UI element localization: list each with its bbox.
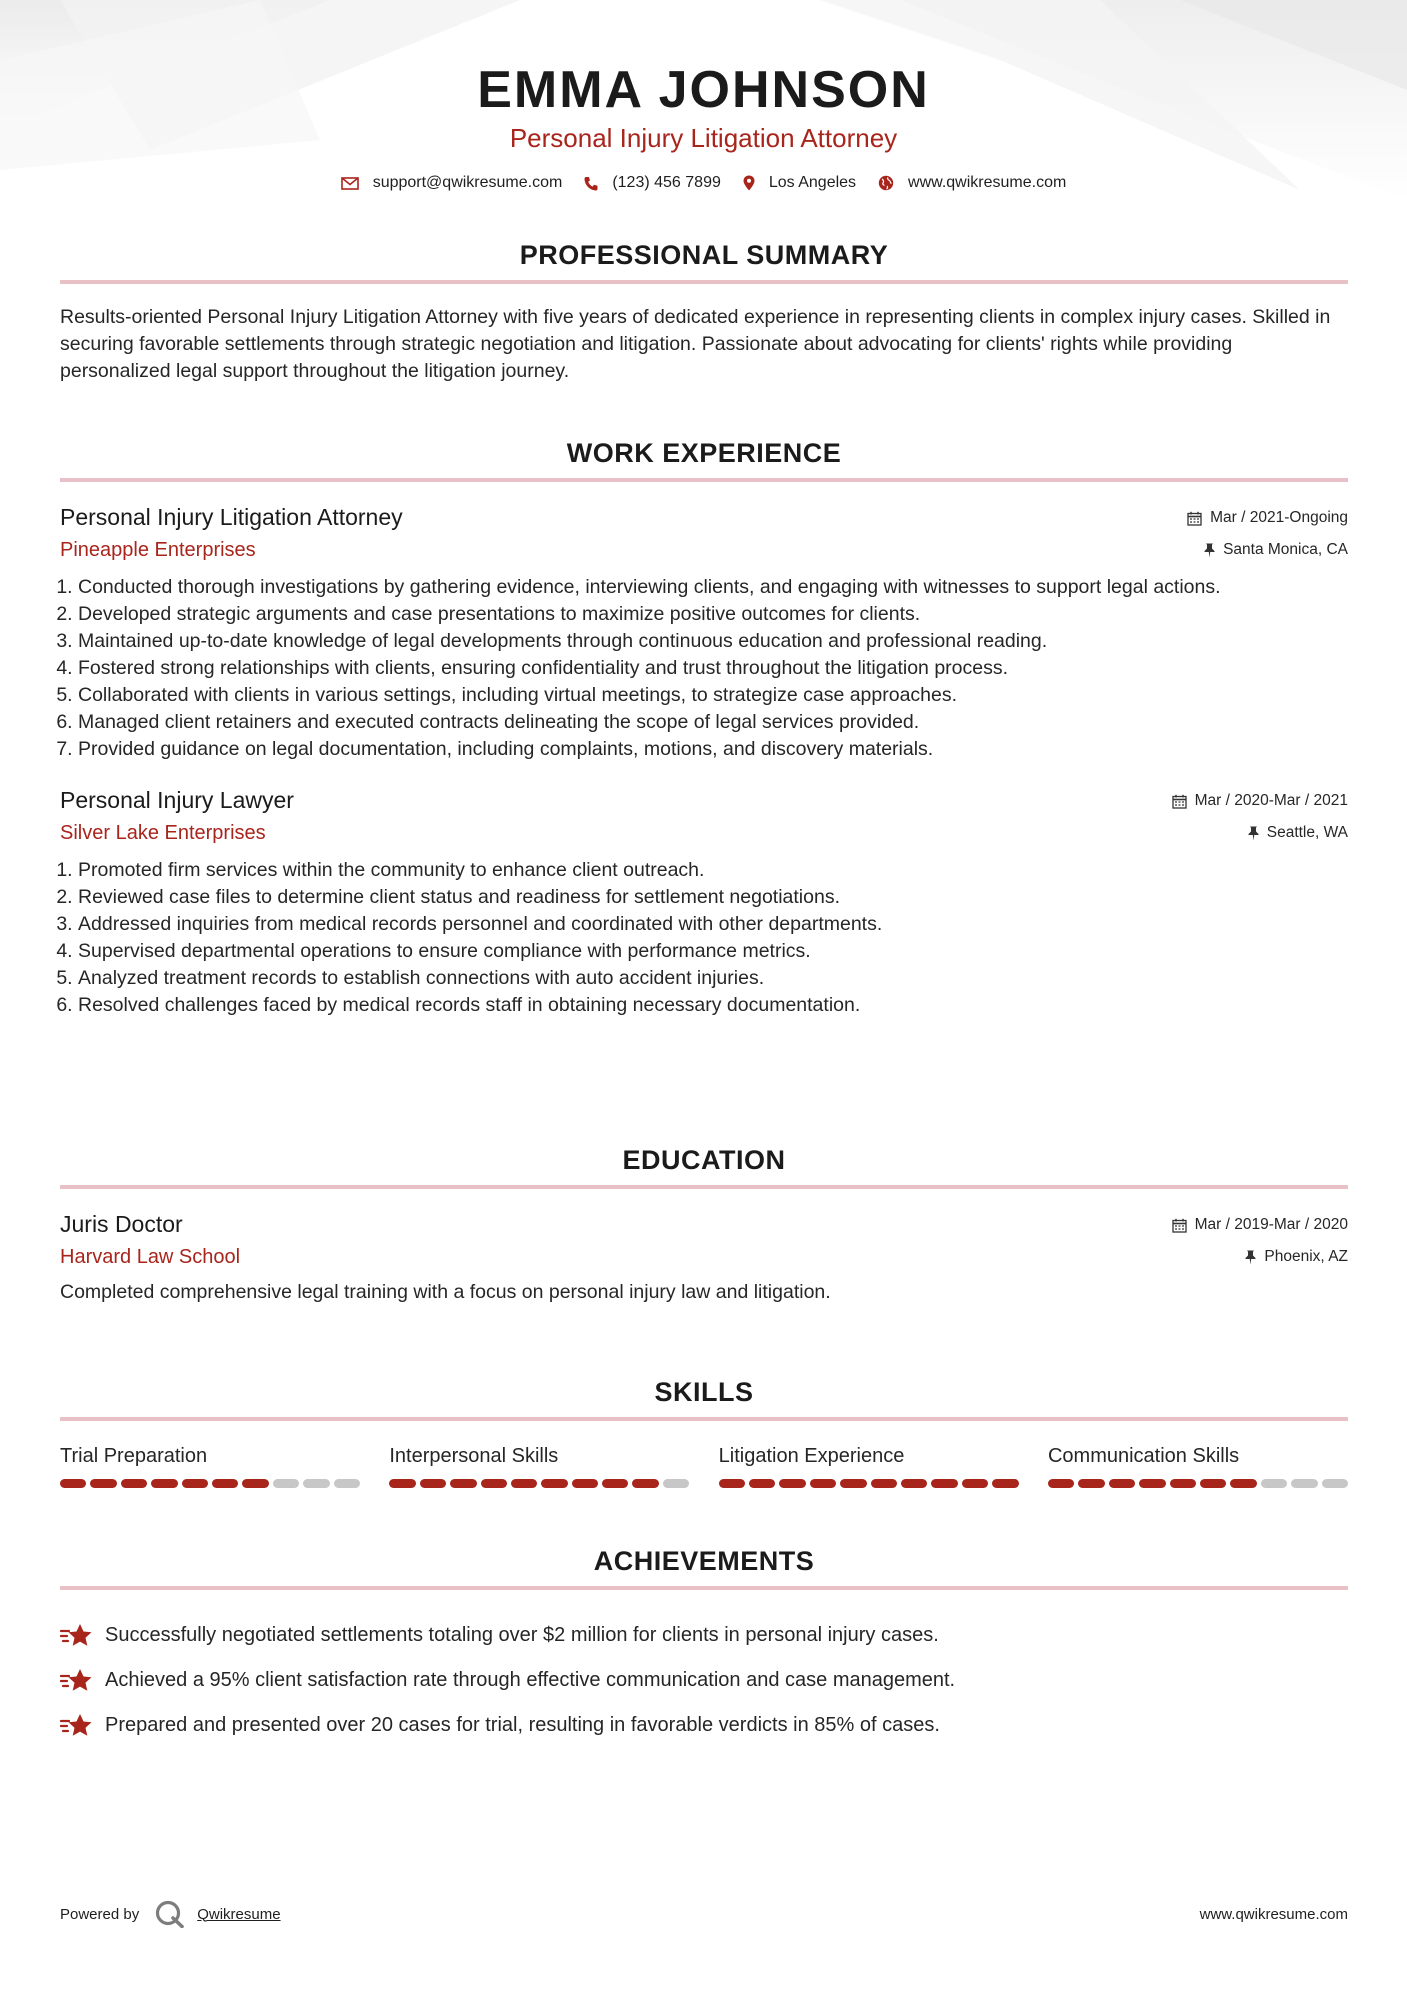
contact-bar — [0, 174, 1407, 192]
skill-segment-filled — [481, 1479, 507, 1488]
skill-segment-filled — [389, 1479, 415, 1488]
skill-segment-filled — [632, 1479, 658, 1488]
resume-header — [0, 0, 1407, 192]
job-dates-text: Mar / 2020-Mar / 2021 — [1194, 792, 1348, 809]
duty-item: 3. Maintained up-to-date knowledge of legal developments through continuous education and professional reading. — [78, 628, 1348, 655]
phone-icon — [584, 176, 598, 191]
envelope-icon — [341, 177, 359, 190]
powered-by — [60, 1900, 281, 1928]
skill-segment-filled — [1078, 1479, 1104, 1488]
skill-name: Litigation Experience — [718, 1445, 905, 1467]
star-badge-icon — [60, 1622, 93, 1648]
education-dates-text: Mar / 2019-Mar / 2020 — [1194, 1216, 1348, 1233]
skill-name: Communication Skills — [1047, 1445, 1240, 1467]
achievements-list — [60, 1612, 1348, 1747]
skill-segment-empty — [663, 1479, 689, 1488]
skill-segment-filled — [242, 1479, 268, 1488]
achievements-heading: ACHIEVEMENTS — [593, 1546, 815, 1576]
education-heading: EDUCATION — [622, 1145, 786, 1175]
section-divider — [60, 280, 1348, 284]
skill-segment-filled — [151, 1479, 177, 1488]
calendar-icon — [1187, 511, 1202, 526]
achievement-text: Successfully negotiated settlements totaling over $2 million for clients in personal injury cases. — [105, 1623, 939, 1646]
skill-segment-filled — [779, 1479, 805, 1488]
education-section — [60, 1143, 1348, 1306]
globe-icon — [878, 175, 894, 191]
skill-segment-filled — [182, 1479, 208, 1488]
skill-item — [1048, 1443, 1348, 1488]
achievement-item — [60, 1612, 1348, 1657]
summary-section — [60, 238, 1348, 385]
duty-item: 5. Collaborated with clients in various settings, including virtual meetings, to strategize case approaches. — [78, 682, 1348, 709]
duty-item: 6. Managed client retainers and executed contracts delineating the scope of legal services provided. — [78, 709, 1348, 736]
degree-title: Juris Doctor — [60, 1211, 183, 1237]
footer-website[interactable]: www.qwikresume.com — [1199, 1905, 1348, 1923]
skill-name: Trial Preparation — [60, 1445, 208, 1467]
contact-website[interactable] — [878, 174, 1066, 192]
skill-item — [719, 1443, 1019, 1488]
job-entry — [60, 502, 1348, 763]
skill-segment-filled — [871, 1479, 897, 1488]
skills-section — [60, 1375, 1348, 1488]
skill-segment-filled — [1048, 1479, 1074, 1488]
skill-segment-filled — [541, 1479, 567, 1488]
star-badge-icon — [60, 1667, 93, 1693]
achievement-text: Prepared and presented over 20 cases for trial, resulting in favorable verdicts in 85% of cases. — [105, 1713, 940, 1736]
skill-level-bar — [60, 1479, 360, 1488]
skill-segment-empty — [1261, 1479, 1287, 1488]
skill-segment-filled — [420, 1479, 446, 1488]
skill-segment-filled — [602, 1479, 628, 1488]
pushpin-icon — [1204, 543, 1215, 558]
experience-heading: WORK EXPERIENCE — [566, 438, 842, 468]
school-name: Harvard Law School — [60, 1246, 241, 1268]
skill-segment-filled — [60, 1479, 86, 1488]
skill-segment-filled — [1139, 1479, 1165, 1488]
map-pin-icon — [743, 175, 755, 191]
candidate-title: Personal Injury Litigation Attorney — [509, 123, 898, 153]
duty-item: 7. Provided guidance on legal documentation, including complaints, motions, and discovery materials. — [78, 736, 1348, 763]
summary-heading: PROFESSIONAL SUMMARY — [519, 240, 889, 270]
job-location-text: Seattle, WA — [1266, 824, 1348, 841]
job-duties — [60, 857, 1348, 1019]
qwikresume-link[interactable]: Qwikresume — [197, 1905, 281, 1923]
job-dates — [1172, 791, 1348, 811]
duty-item: 5. Analyzed treatment records to establish connections with auto accident injuries. — [78, 965, 1348, 992]
job-company: Pineapple Enterprises — [60, 539, 256, 561]
job-location-text: Santa Monica, CA — [1223, 541, 1348, 558]
skill-segment-filled — [1170, 1479, 1196, 1488]
contact-phone-text: (123) 456 7899 — [612, 174, 721, 191]
skills-heading: SKILLS — [654, 1377, 754, 1407]
section-divider — [60, 1417, 1348, 1421]
education-description: Completed comprehensive legal training with a focus on personal injury law and litigation. — [60, 1281, 831, 1303]
skill-item — [389, 1443, 689, 1488]
skill-segment-filled — [749, 1479, 775, 1488]
skill-segment-filled — [450, 1479, 476, 1488]
duty-item: 3. Addressed inquiries from medical records personnel and coordinated with other departments. — [78, 911, 1348, 938]
education-location-text: Phoenix, AZ — [1264, 1248, 1348, 1265]
education-entry — [60, 1209, 1348, 1306]
pushpin-icon — [1245, 1250, 1256, 1265]
skill-segment-filled — [572, 1479, 598, 1488]
skill-name: Interpersonal Skills — [389, 1445, 559, 1467]
duty-item: 4. Fostered strong relationships with clients, ensuring confidentiality and trust throughout the litigation process. — [78, 655, 1348, 682]
skill-segment-empty — [1291, 1479, 1317, 1488]
page-footer — [60, 1900, 1348, 1928]
job-title: Personal Injury Lawyer — [60, 787, 294, 813]
job-dates — [1187, 508, 1348, 528]
section-divider — [60, 1185, 1348, 1189]
skill-item — [60, 1443, 360, 1488]
education-dates — [1172, 1215, 1348, 1235]
skill-segment-empty — [1322, 1479, 1348, 1488]
skill-level-bar — [719, 1479, 1019, 1488]
job-company: Silver Lake Enterprises — [60, 822, 266, 844]
job-title: Personal Injury Litigation Attorney — [60, 504, 403, 530]
candidate-name: EMMA JOHNSON — [477, 61, 930, 119]
job-dates-text: Mar / 2021-Ongoing — [1210, 509, 1348, 526]
skill-level-bar — [389, 1479, 689, 1488]
achievement-text: Achieved a 95% client satisfaction rate through effective communication and case management. — [105, 1668, 956, 1691]
summary-text: Results-oriented Personal Injury Litigation Attorney with five years of dedicated experience in representing clients in complex injury cases. Skilled in securing favorable settlements through strategic negotiation and litigation. Passionate about advocating for clients' rights while providing personalized legal support throughout the litigation journey. — [60, 306, 1331, 382]
contact-email[interactable] — [341, 174, 563, 192]
job-entry — [60, 785, 1348, 1019]
skill-segment-filled — [840, 1479, 866, 1488]
contact-phone[interactable] — [584, 174, 721, 192]
skill-segment-filled — [810, 1479, 836, 1488]
section-divider — [60, 1586, 1348, 1590]
duty-item: 2. Reviewed case files to determine client status and readiness for settlement negotiations. — [78, 884, 1348, 911]
skill-segment-filled — [1200, 1479, 1226, 1488]
skill-segment-filled — [212, 1479, 238, 1488]
skill-segment-empty — [334, 1479, 360, 1488]
duty-item: 4. Supervised departmental operations to ensure compliance with performance metrics. — [78, 938, 1348, 965]
education-location — [1245, 1247, 1348, 1267]
calendar-icon — [1172, 794, 1187, 809]
pushpin-icon — [1248, 826, 1259, 841]
skill-segment-filled — [511, 1479, 537, 1488]
skill-segment-empty — [273, 1479, 299, 1488]
star-badge-icon — [60, 1712, 93, 1738]
powered-by-label: Powered by — [60, 1905, 140, 1923]
contact-email-text: support@qwikresume.com — [372, 174, 563, 191]
experience-section — [60, 436, 1348, 1019]
achievement-item — [60, 1702, 1348, 1747]
duty-item: 6. Resolved challenges faced by medical records staff in obtaining necessary documentation. — [78, 992, 1348, 1019]
duty-item: 2. Developed strategic arguments and case presentations to maximize positive outcomes for clients. — [78, 601, 1348, 628]
calendar-icon — [1172, 1218, 1187, 1233]
duty-item: 1. Conducted thorough investigations by gathering evidence, interviewing clients, and engaging with witnesses to support legal actions. — [78, 574, 1348, 601]
skill-segment-filled — [719, 1479, 745, 1488]
skill-segment-filled — [931, 1479, 957, 1488]
skill-segment-filled — [121, 1479, 147, 1488]
achievement-item — [60, 1657, 1348, 1702]
achievements-section — [60, 1544, 1348, 1747]
skills-list — [60, 1443, 1348, 1488]
contact-website-text: www.qwikresume.com — [908, 174, 1067, 191]
duty-item: 1. Promoted firm services within the community to enhance client outreach. — [78, 857, 1348, 884]
qwikresume-logo-icon — [155, 1900, 185, 1928]
skill-level-bar — [1048, 1479, 1348, 1488]
contact-location-text: Los Angeles — [768, 174, 857, 191]
skill-segment-filled — [90, 1479, 116, 1488]
section-divider — [60, 478, 1348, 482]
skill-segment-filled — [1230, 1479, 1256, 1488]
skill-segment-empty — [303, 1479, 329, 1488]
skill-segment-filled — [1109, 1479, 1135, 1488]
job-location — [1204, 540, 1348, 560]
skill-segment-filled — [901, 1479, 927, 1488]
skill-segment-filled — [962, 1479, 988, 1488]
contact-location — [743, 174, 856, 192]
skill-segment-filled — [992, 1479, 1018, 1488]
job-duties — [60, 574, 1348, 763]
job-location — [1248, 823, 1348, 843]
